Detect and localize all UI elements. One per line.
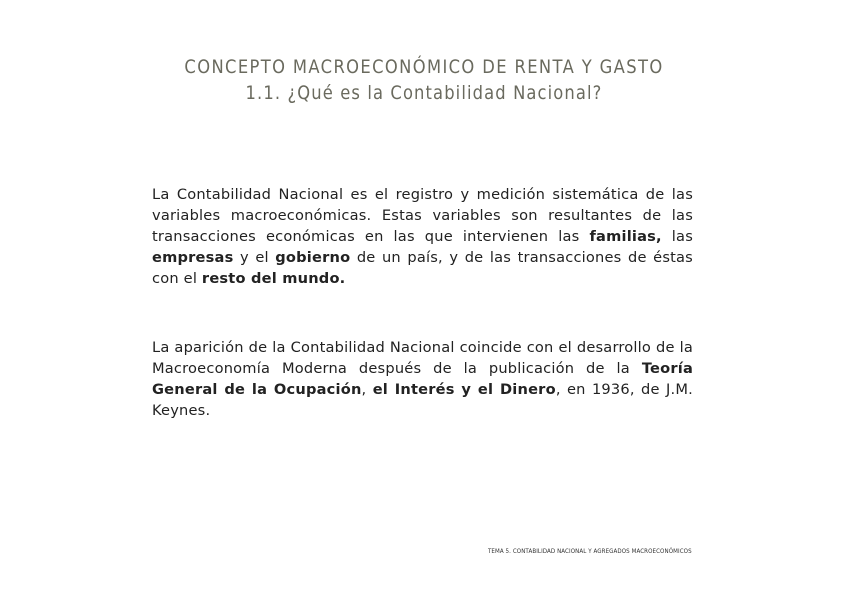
p2-text-2: , xyxy=(361,381,373,398)
p1-bold-empresas: empresas xyxy=(152,249,234,266)
p1-bold-gobierno: gobierno xyxy=(275,249,351,266)
p1-text-1: La Contabilidad Nacional es el registro y medición sistemática de las variables macroeconómicas. Estas variables son resultantes de las transacciones económicas en las que intervienen las xyxy=(152,186,693,245)
p1-text-4: de un país, y de las transacciones de éstas con el xyxy=(152,249,693,287)
p1-bold-resto-del-mundo: resto del mundo. xyxy=(201,270,346,287)
p2-text-1: La aparición de la Contabilidad Nacional coincide con el desarrollo de la Macroeconomía Moderna después de la publicación de la xyxy=(152,339,693,377)
p2-text-3: , en 1936, de J.M. Keynes. xyxy=(152,381,693,419)
p1-text-2: las xyxy=(661,228,694,245)
slide-subtitle: 1.1. ¿Qué es la Contabilidad Nacional? xyxy=(245,82,603,104)
p2-bold-teoria-general: Teoría General de la Ocupación xyxy=(152,360,693,398)
paragraph-definition xyxy=(152,184,693,289)
p1-bold-familias: familias, xyxy=(589,228,662,245)
slide-footer: TEMA 5. CONTABILIDAD NACIONAL Y AGREGADOS MACROECONÓMICOS xyxy=(488,547,692,555)
p2-bold-interes-dinero: el Interés y el Dinero xyxy=(372,381,556,398)
slide-title: CONCEPTO MACROECONÓMICO DE RENTA Y GASTO xyxy=(184,56,664,78)
slide-header xyxy=(0,54,848,106)
p1-text-3: y el xyxy=(233,249,276,266)
paragraph-history xyxy=(152,337,693,421)
